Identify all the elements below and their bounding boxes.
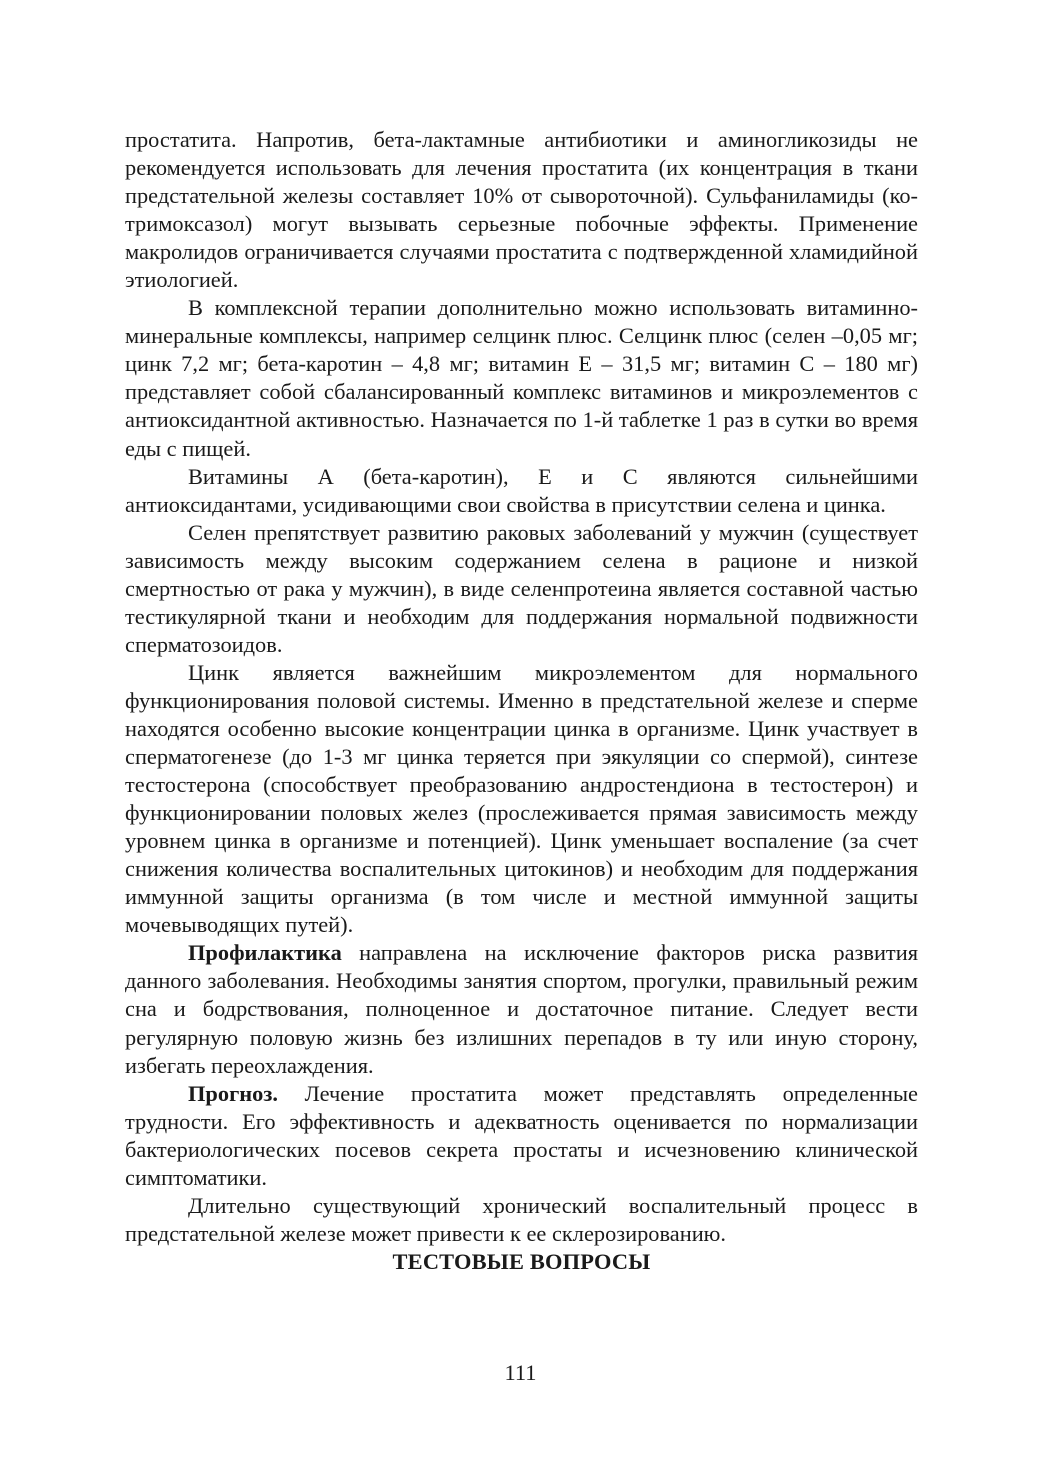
paragraph-sclerosis xyxy=(125,1192,918,1248)
paragraph-zinc xyxy=(125,659,918,939)
paragraph-text: простатита. Напротив, бета-лактамные антибиотики и аминогликозиды не рекомендуется использовать для лечения простатита (их концентрация в ткани предстательной железы составляет 10% от сывороточной). Сульфаниламиды (ко-тримоксазол) могут вызывать серьезные побочные эффекты. Применение макролидов ограничивается случаями простатита с подтвержденной хламидийной этиологией. xyxy=(125,127,918,293)
paragraph-text: В комплексной терапии дополнительно можно использовать витаминно-минеральные комплексы, например селцинк плюс. Селцинк плюс (селен –0,05 мг; цинк 7,2 мг; бета-каротин – 4,8 мг; витамин Е – 31,5 мг; витамин С – 180 мг) представляет собой сбалансированный комплекс витаминов и микроэлементов с антиоксидантной активностью. Назначается по 1-й таблетке 1 раз в сутки во время еды с пищей. xyxy=(125,295,918,461)
paragraph-selenium xyxy=(125,519,918,659)
paragraph-text: Цинк является важнейшим микроэлементом для нормального функционирования половой системы. Именно в предстательной железе и сперме находятся особенно высокие концентрации цинка в организме. Цинк участвует в сперматогенезе (до 1-3 мг цинка теряется при эякуляции со спермой), синтезе тестостерона (способствует преобразованию андростендиона в тестостерон) и функционировании половых желез (прослеживается прямая зависимость между уровнем цинка в организме и потенцией). Цинк уменьшает воспаление (за счет снижения количества воспалительных цитокинов) и необходим для поддержания иммунной защиты организма (в том числе и местной иммунной защиты мочевыводящих путей). xyxy=(125,659,918,938)
term-prevention: Профилактика xyxy=(188,940,342,966)
paragraph-text: Длительно существующий хронический воспалительный процесс в предстательной железе может привести к ее склерозированию. xyxy=(125,1192,918,1246)
paragraph-antibiotics xyxy=(125,126,918,294)
paragraph-prognosis xyxy=(125,1080,918,1192)
page-number: 111 xyxy=(504,1360,537,1385)
paragraph-text: направлена на исключение факторов риска развития данного заболевания. Необходимы занятия спортом, прогулки, правильный режим сна и бодрствования, полноценное и достаточное питание. Следует вести регулярную половую жизнь без излишних перепадов в ту или иную сторону, избегать переохлаждения. xyxy=(125,940,918,1078)
paragraph-complex-therapy xyxy=(125,294,918,462)
term-prognosis: Прогноз. xyxy=(188,1080,278,1106)
paragraph-text: Селен препятствует развитию раковых заболеваний у мужчин (существует зависимость между высоким содержанием селена в рационе и низкой смертностью от рака у мужчин), в виде селенпротеина является составной частью тестикулярной ткани и необходим для поддержания нормальной подвижности сперматозоидов. xyxy=(125,519,918,657)
paragraph-vitamins xyxy=(125,463,918,519)
paragraph-text: Лечение простатита может представлять определенные трудности. Его эффективность и адекватность оценивается по нормализации бактериологических посевов секрета простаты и исчезновению клинической симптоматики. xyxy=(125,1080,918,1190)
paragraph-text: Витамины А (бета-каротин), Е и С являются сильнейшими антиоксидантами, усидивающими свои свойства в присутствии селена и цинка. xyxy=(125,463,918,517)
body-text xyxy=(125,126,918,1276)
section-heading: ТЕСТОВЫЕ ВОПРОСЫ xyxy=(392,1248,651,1274)
paragraph-prevention xyxy=(125,939,918,1079)
